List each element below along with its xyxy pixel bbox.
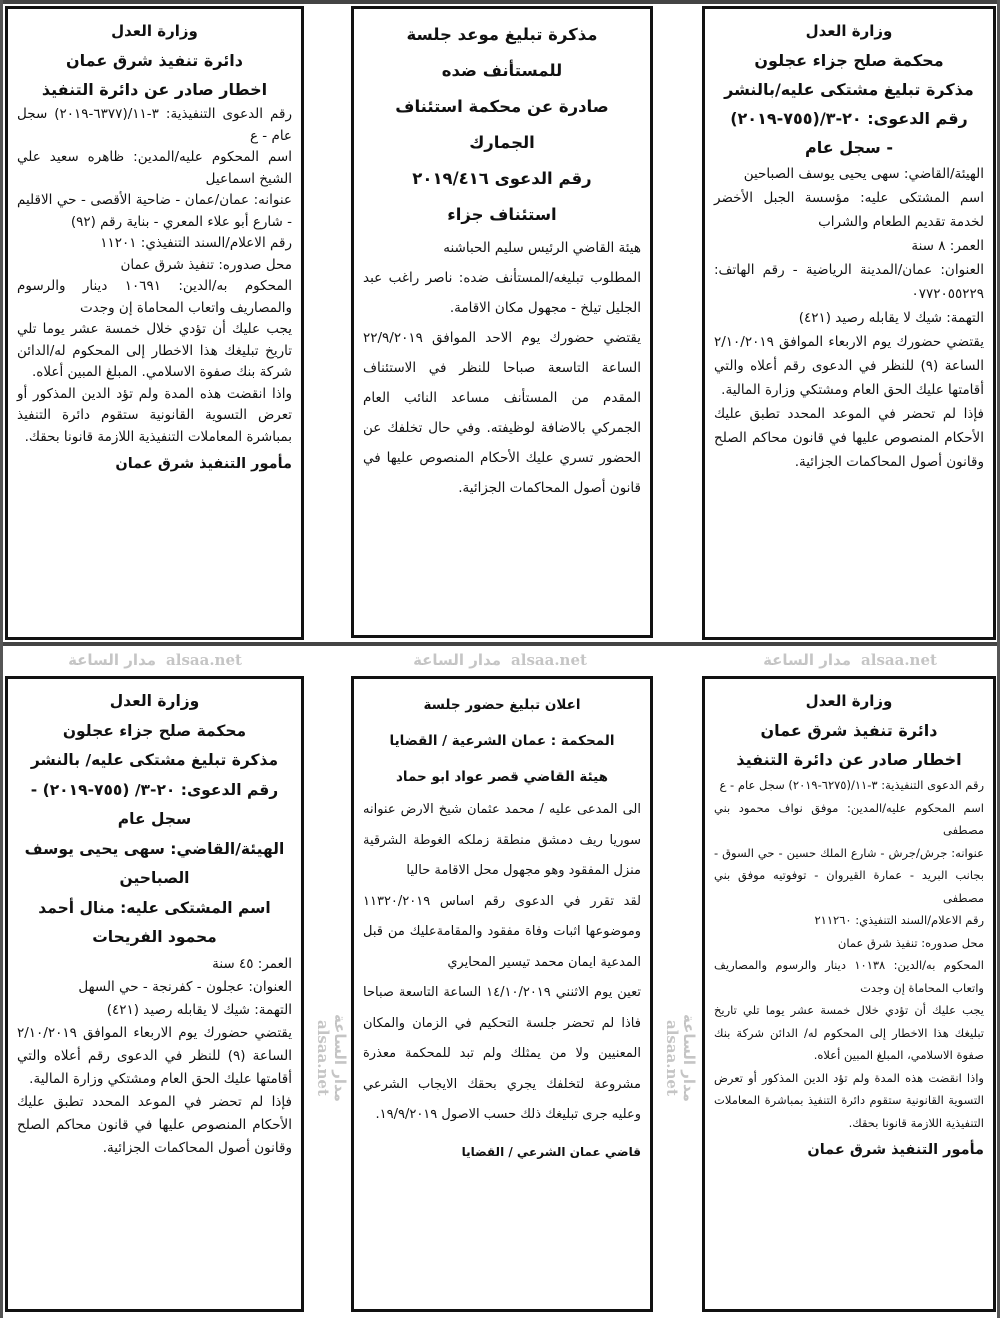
notice-paragraph: رقم الاعلام/السند التنفيذي: ١١٢٠١ [100,235,292,251]
notice-paragraph: لقد تقرر في الدعوى رقم اساس ١١٣٢٠/٢٠١٩ وموضوعها اثبات وفاة مفقود والمقامةعليك من قبل المدعية ايمان محمد تيسير المحايري [363,893,641,970]
notice-heading: دائرة تنفيذ شرق عمان [66,51,243,70]
notice-paragraph: يجب عليك أن تؤدي خلال خمسة عشر يوما تلي تاريخ تبليغك هذا الاخطار إلى المحكوم له/الدائن شركة بنك صفوة الاسلامي. المبلغ المبين أعلاه. [17,321,292,380]
row-divider [0,642,1000,646]
notice-paragraph: رقم الدعوى التنفيذية: ٣-١١/(٦٢٧٥-٢٠١٩) سجل عام - ع [719,778,984,792]
notice-heading: - سجل عام [805,138,893,157]
watermark-ar: مدار الساعة [331,1014,349,1102]
notice-paragraph: فإذا لم تحضر في الموعد المحدد تطبق عليك الأحكام المنصوص عليها في قانون محاكم الصلح وقانون أصول المحاكمات الجزائية. [714,406,984,470]
notice-ajloun-court-bottom [5,676,304,1312]
notice-paragraph: العمر: ٨ سنة [911,238,984,254]
notice-heading: دائرة تنفيذ شرق عمان [760,721,938,740]
notice-heading: صادرة عن محكمة استئناف [395,97,609,116]
notice-heading: وزارة العدل [109,692,200,710]
notice-paragraph: التهمة: شيك لا يقابله رصيد (٤٢١) [106,1001,292,1018]
watermark [308,1010,348,1106]
watermark [730,651,970,669]
notice-paragraph: يجب عليك أن تؤدي خلال خمسة عشر يوما تلي تاريخ تبليغك هذا الاخطار إلى المحكوم له/ الدائن شركة بنك صفوة الاسلامي، المبلغ المبين أعلاه. [714,1003,984,1062]
watermark-ar: مدار الساعة [680,1014,698,1102]
notice-heading: محكمة صلح جزاء عجلون [754,51,944,70]
notice-heading: اعلان تبليغ حضور جلسة [423,697,581,713]
notice-heading: اخطار صادر عن دائرة التنفيذ [41,80,268,99]
notice-customs-appeal [351,6,653,638]
notice-heading: وزارة العدل [111,22,198,40]
notice-paragraph: واذا انقضت هذه المدة ولم تؤد الدين المذكور أو تعرض التسوية القانونية ستقوم دائرة التنفيذ بمباشرة المعاملات التنفيذية اللازمة قانونا بحقك. [17,385,292,445]
notice-paragraph: محل صدوره: تنفيذ شرق عمان [120,256,292,273]
notice-paragraph: واذا انقضت هذه المدة ولم تؤد الدين المذكور أو تعرض التسوية القانونية ستقوم دائرة التنفيذ بمباشرة المعاملات التنفيذية اللازمة قانونا بحقك. [714,1070,984,1130]
watermark-en: alsaa.net [314,1020,332,1096]
notice-heading: رقم الدعوى: ٢٠-٣/ (٧٥٥-٢٠١٩) - سجل عام [30,780,279,828]
notice-heading: للمستأنف ضده [441,61,563,80]
notice-heading: الهيئة/القاضي: سهى يحيى يوسف الصباحين [24,839,285,887]
notice-paragraph: المحكوم به/الدين: ١٠٦٩١ دينار والرسوم والمصاريف واتعاب المحاماة إن وجدت [17,278,292,316]
notice-paragraph: العمر: ٤٥ سنة [212,955,292,972]
watermark-ar: مدار الساعة [68,651,157,669]
left-edge [0,0,3,1318]
notice-heading: وزارة العدل [805,692,893,710]
notice-paragraph: اسم المحكوم عليه/المدين: ظاهره سعيد علي الشيخ اسماعيل [17,149,292,187]
notice-signature: مأمور التنفيذ شرق عمان [807,1142,984,1158]
notice-ajloun-court-top [702,6,996,640]
notice-paragraph: يقتضي حضورك يوم الاربعاء الموافق ٢/١٠/٢٠١٩ الساعة (٩) للنظر في الدعوى رقم أعلاه والتي أقامتها عليك الحق العام ومشتكي وزارة المالية. [17,1024,292,1087]
notice-heading: رقم الدعوى: ٢٠-٣/(٧٥٥-٢٠١٩) [730,109,968,128]
notice-heading: هيئة القاضي قصر عواد ابو حماد [396,769,608,785]
watermark-ar: مدار الساعة [413,651,502,669]
notice-paragraph: المحكوم به/الدين: ١٠١٣٨ دينار والرسوم والمصاريف واتعاب المحاماة إن وجدت [714,958,984,995]
notice-heading: اسم المشتكى عليه: منال أحمد محمود الفريحات [38,898,271,946]
notice-paragraph: عنوانه: عمان/عمان - ضاحية الأقصى - حي الاقليم - شارع أبو علاء المعري - بناية رقم (٩٢) [17,192,292,230]
notice-paragraph: محل صدوره: تنفيذ شرق عمان [837,935,984,950]
notice-paragraph: الى المدعى عليه / محمد عثمان شيخ الارض عنوانه سوريا ريف دمشق منطقة زملكه الغوطة الشرقية منزل المفقود وهو مجهول محل الاقامة حاليا [363,802,641,878]
notice-paragraph: يقتضي حضورك يوم الاربعاء الموافق ٢/١٠/٢٠١٩ الساعة (٩) للنظر في الدعوى رقم أعلاه والتي أقامتها عليك الحق العام ومشتكي وزارة المالية. [714,334,985,398]
notice-heading: مذكرة تبليغ موعد جلسة [406,25,598,44]
notice-heading: رقم الدعوى ٢٠١٩/٤١٦ [412,169,592,188]
watermark-en: alsaa.net [663,1020,681,1096]
watermark-en: alsaa.net [861,651,937,669]
notice-paragraph: هيئة القاضي الرئيس سليم الحباشنه [443,240,641,256]
notice-paragraph: الهيئة/القاضي: سهى يحيى يوسف الصباحين [743,166,984,182]
notice-heading: محكمة صلح جزاء عجلون [62,721,247,740]
watermark [380,651,620,669]
notice-sharia-court-hearing [351,676,653,1312]
notice-paragraph: المطلوب تبليغه/المستأنف ضده: ناصر راغب عبد الجليل تيلخ - مجهول مكان الاقامة. [363,270,641,316]
notice-paragraph: التهمة: شيك لا يقابله رصيد (٤٢١) [798,310,984,326]
notice-east-amman-execution-top [5,6,304,640]
notice-paragraph: تعين يوم الاثنني ١٤/١٠/٢٠١٩ الساعة التاسعة صباحا فاذا لم تحضر جلسة التحكيم في الزمان والمكان المعنيين ولا من يمثلك ولم تبد للمحكمة معذرة مشروعة لتخلفك يجري بحقك الايجاب الشرعي وعليه جرى تبليغك ذلك حسب الاصول ١٩/٩/٢٠١٩. [363,985,641,1122]
notice-paragraph: فإذا لم تحضر في الموعد المحدد تطبق عليك الأحكام المنصوص عليها في قانون محاكم الصلح وقانون أصول المحاكمات الجزائية. [17,1093,292,1156]
notice-heading: مذكرة تبليغ مشتكى عليه/بالنشر [724,80,974,99]
watermark [657,1010,697,1106]
notice-paragraph: رقم الدعوى التنفيذية: ٣-١١/(٦٣٧٧-٢٠١٩) سجل عام - ع [17,106,292,144]
notice-signature: قاضي عمان الشرعي / القضايا [461,1144,641,1159]
top-rule [0,0,1000,4]
notice-paragraph: يقتضي حضورك يوم الاحد الموافق ٢٢/٩/٢٠١٩ الساعة التاسعة صباحا للنظر في الاستئناف المقدم من المستأنف مساعد النائب العام الجمركي بالاضافة لوظيفته. وفي حال تخلفك عن الحضور تسري عليك الأحكام المنصوص عليها في قانون أصول المحاكمات الجزائية. [363,330,641,496]
watermark-ar: مدار الساعة [763,651,852,669]
notice-east-amman-execution-bottom [702,676,996,1312]
notice-paragraph: عنوانه: جرش/جرش - شارع الملك حسين - حي السوق - بجانب البريد - عمارة القيروان - توفوتيه موفق بني مصطفى [714,845,984,905]
notice-heading: اخطار صادر عن دائرة التنفيذ [736,750,962,769]
watermark-en: alsaa.net [166,651,242,669]
notice-paragraph: العنوان: عجلون - كفرنجة - حي السهل [78,978,292,995]
watermark [35,651,275,669]
notice-paragraph: رقم الاعلام/السند التنفيذي: ٢١١٢٦٠ [814,913,984,927]
notice-paragraph: العنوان: عمان/المدينة الرياضية - رقم الهاتف: ٠٧٧٢٠٥٥٢٢٩ [714,262,984,302]
notice-heading: استئناف جزاء [447,205,557,224]
watermark-en: alsaa.net [511,651,587,669]
notice-heading: مذكرة تبليغ مشتكى عليه/ بالنشر [30,751,279,769]
notice-heading: الجمارك [469,133,535,152]
notice-paragraph: اسم المشتكى عليه: مؤسسة الجبل الأخضر لخدمة تقديم الطعام والشراب [714,190,984,230]
notice-heading: المحكمة : عمان الشرعية / القضايا [389,733,615,749]
notice-signature: مأمور التنفيذ شرق عمان [115,456,292,472]
notice-paragraph: اسم المحكوم عليه/المدين: موفق نواف محمود بني مصطفى [714,800,984,837]
notice-heading: وزارة العدل [805,22,893,40]
